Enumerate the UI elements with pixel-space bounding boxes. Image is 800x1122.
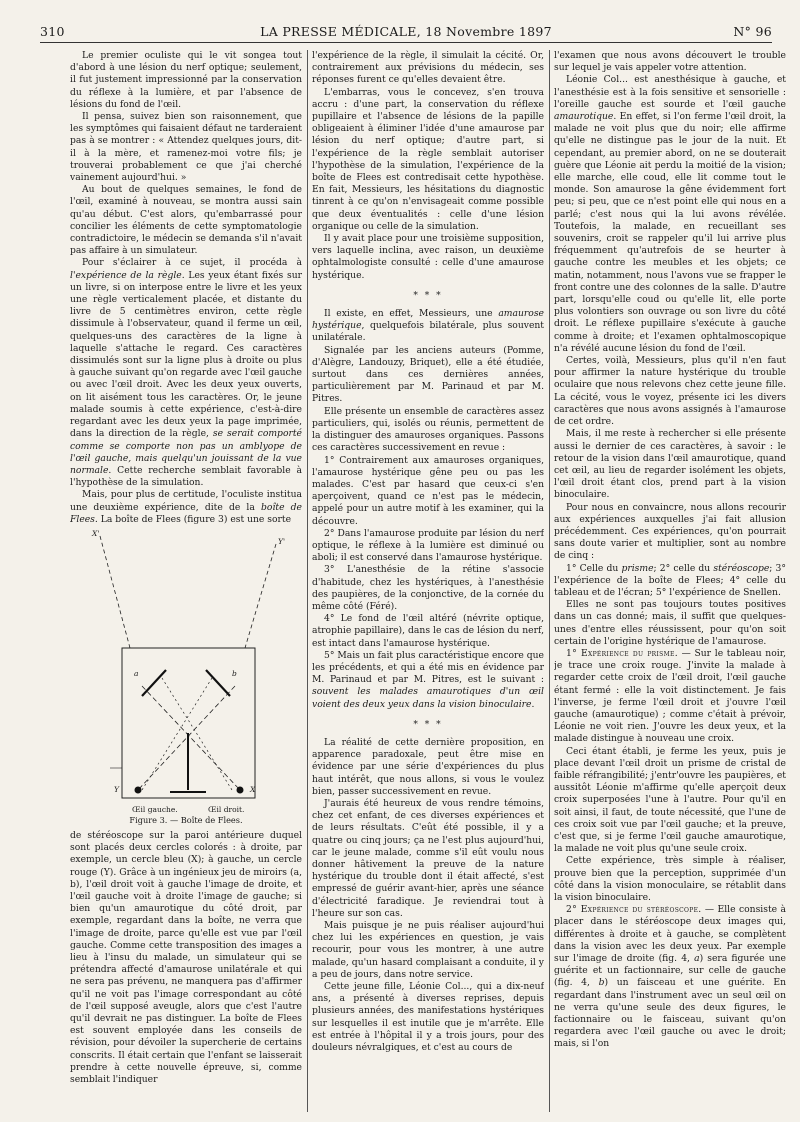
italic-run: l'expérience de la règle xyxy=(70,269,182,281)
text-run: Pour s'éclairer à ce sujet, il procéda à xyxy=(82,257,302,269)
paragraph: Il pensa, suivez bien son raisonnement, que les symptômes qui faisaient défaut ne tarderaient pas à se montrer : « Attendez quelques jours, dit-il à la mère, et ramenez-moi votre fils; je trouverai probablement ce que j'ai cherché vainement aujourd'hui. » xyxy=(70,111,302,184)
italic-run: stéréoscope xyxy=(713,562,770,574)
paragraph xyxy=(554,904,786,1050)
label-y: Y xyxy=(114,784,119,794)
paragraph: Pour nous en convaincre, nous allons recourir aux expériences auxquelles j'ai fait allusion précédemment. Ces expériences, qu'on pourrait sans doute varier et multiplier, sont au nombre de cinq : xyxy=(554,501,786,562)
label-mirror-a: a xyxy=(134,668,139,678)
text-run: — Elle consiste à placer dans le stéréoscope deux images qui, différentes à droite et à gauche, se complètent dans la vision avec les deux yeux. Par exemple sur l'image de droite (fig. 4, xyxy=(554,904,786,965)
figure-caption: Figure 3. — Boîte de Flees. xyxy=(129,814,243,825)
paragraph xyxy=(554,648,786,746)
paragraph: Mais puisque je ne puis réaliser aujourd'hui chez lui les expériences en question, je vais recourir, pour vous les montrer, à une autre malade, qu'un hasard complaisant a conduite, il y a peu de jours, dans notre service. xyxy=(312,920,544,980)
paragraph: de stéréoscope sur la paroi antérieure duquel sont placés deux cercles colorés : à droite, par exemple, un cercle bleu (X); à gauche, un cercle rouge (Y). Grâce à un ingénieux jeu de miroirs (a, b), l'œil droit voit à gauche l'image de droite, et l'œil gauche voit à droite l'image de gauche; si bien qu'un amaurotique du côté droit, par exemple, regardant dans la boîte, ne verra que l'image de droite, parce qu'elle est vue par l'œil gauche. Comme cette transposition des images a lieu à l'insu du malade, un simulateur qui se prétendra affecté d'amaurose unilatérale et qui ne sera pas prévenu, ne manquera pas d'affirmer qu'il ne voit pas l'image correspondant au côté de l'œil supposé aveugle, alors que c'est l'autre qu'il devrait ne pas distinguer. La boîte de Flees est souvent employée dans les conseils de révision, pour dévoiler la supercherie de certains conscrits. Il était certain que l'enfant se laisserait prendre à cette nouvelle épreuve, si, comme semblait l'indiquer xyxy=(70,829,302,1085)
paragraph xyxy=(70,257,302,489)
paragraph: Cette jeune fille, Léonie Col..., qui a dix-neuf ans, a présenté à diverses reprises, depuis plusieurs années, des manifestations hystériques sur lesquelles il est inutile que je m'arrête. Elle est entrée à l'hôpital il y a trois jours, pour des douleurs névralgiques, et c'est au cours de xyxy=(312,981,544,1054)
paragraph xyxy=(554,74,786,355)
text-run: ) un faisceau et une guérite. En regardant dans l'instrument avec un seul œil on ne verra qu'une seule des deux figures, le factionnaire ou le faisceau, suivant qu'on regardera avec l'œil gauche ou avec le droit; mais, si l'on xyxy=(554,977,786,1050)
text-run: ; 3° l'expérience de la boîte de Flees; 4° celle du tableau et de l'écran; 5° l'expérience de Snellen. xyxy=(554,562,786,598)
paragraph: 1° Contrairement aux amauroses organiques, l'amaurose hystérique gêne peu ou pas les malades. C'est par hasard que ceux-ci s'en aperçoivent, quand ce n'est pas le médecin, appelé pour un autre motif à les examiner, qui la découvre. xyxy=(312,454,544,527)
italic-run: souvent les malades amaurotiques d'un œil voient des deux yeux dans la vision binoculaire xyxy=(312,686,544,710)
paragraph: l'examen que nous avons découvert le trouble sur lequel je vais appeler votre attention. xyxy=(554,50,786,74)
text-run: . En effet, si l'on ferme l'œil droit, la malade ne voit plus que du noir; elle affirme qu'elle ne distingue pas le jour de la nuit. Et cependant, au premier abord, on ne se douterait guère que Léonie ait perdu la moitié de la vision; elle marche, elle coud, elle lit comme tout le monde. Son amaurose la gêne évidemment fort peu; si peu, que ce n'est point elle qui nous en a parlé; c'est nous qui la lui avons révélée. Toutefois, la malade, en recueillant ses souvenirs, croit se rappeler qu'il lui arrive plus fréquemment qu'autrefois de se heurter à gauche contre les meubles et les objets; ce matin, notamment, nous l'avons vue se frapper le front contre une des colonnes de la salle. D'autre part, lorsqu'elle coud ou qu'elle lit, elle porte plus volontiers son ouvrage ou son livre du côté droit. Le réflexe pupillaire s'exécute à gauche comme à droite; et l'examen ophtalmoscopique n'a révélé aucune lésion du fond de l'œil. xyxy=(554,111,786,354)
text-run: 5° Mais un fait plus caractéristique encore que les précédents, et qui a été mis en évidence par M. Parinaud et par M. Pitres, est le suivant : xyxy=(312,649,544,686)
column-3 xyxy=(554,50,786,1112)
section-separator: * * * xyxy=(413,719,443,730)
paragraph: J'aurais été heureux de vous rendre témoins, chez cet enfant, de ces diverses expériences et de leurs résultats. C'eût été possible, il y a quatre ou cinq jours; ça ne l'est plus aujourd'hui, car le jeune malade, comme s'il eût voulu nous donner hâtivement la preuve de la nature hystérique du trouble dont il était affecté, s'est empressé de guérir avant-hier, après une séance d'électricité faradique. Je reviendrai tout à l'heure sur son cas. xyxy=(312,797,544,919)
section-heading: 2° Expérience du stéréoscope. xyxy=(566,904,702,916)
italic-run: prisme xyxy=(621,562,654,574)
paragraph xyxy=(554,563,786,600)
issue-number: N° 96 xyxy=(733,24,772,39)
flees-box-outline xyxy=(70,528,302,828)
paragraph: Le premier oculiste qui le vit songea tout d'abord à une lésion du nerf optique; seulement, il fut justement impressionné par la conservation du réflexe à la lumière, et par l'absence de lésions du fond de l'œil. xyxy=(70,50,302,110)
paragraph: 3° L'anesthésie de la rétine s'associe d'habitude, chez les hystériques, à l'anesthésie des paupières, de la conjonctive, de la cornée du même côté (Féré). xyxy=(312,564,544,612)
label-mirror-b: b xyxy=(232,668,237,678)
text-run: 1° Celle du xyxy=(566,562,622,574)
paragraph: Au bout de quelques semaines, le fond de l'œil, examiné à nouveau, se montra aussi sain qu'au début. C'est alors, qu'embarrassé pour concilier les éléments de cette symptomatologie contradictoire, le médecin se demanda s'il n'avait pas affaire à un simulateur. xyxy=(70,184,302,257)
text-run: . La boîte de Flees (figure 3) est une sorte xyxy=(94,513,292,525)
text-run: Mais, pour plus de certitude, l'oculiste institua une deuxième expérience, dite de la xyxy=(70,489,302,513)
header-rule xyxy=(40,42,772,43)
text-run: ; 2° celle du xyxy=(653,562,714,574)
paragraph xyxy=(312,308,544,345)
italic-run: boîte de Flees xyxy=(70,501,302,525)
paragraph: La réalité de cette dernière proposition, en apparence paradoxale, peut être mise en évidence par une série d'expériences du plus haut intérêt, que nous allons, si vous le voulez bien, passer successivement en revue. xyxy=(312,736,544,797)
paragraph: 2° Dans l'amaurose produite par lésion du nerf optique, le réflexe à la lumière est diminué ou aboli; il est conservé dans l'amaurose hystérique. xyxy=(312,527,544,564)
paragraph: Signalée par les anciens auteurs (Pomme, d'Alègre, Landouzy, Briquet), elle a été étudiée, surtout dans ces dernières années, particulièrement par M. Parinaud et par M. Pitres. xyxy=(312,344,544,405)
text-run: . xyxy=(531,698,535,710)
text-run: ) sera figurée une guérite et un factionnaire, sur celle de gauche (fig. 4, xyxy=(554,953,786,989)
paragraph xyxy=(70,489,302,526)
paragraph: 4° Le fond de l'œil altéré (névrite optique, atrophie papillaire), dans le cas de lésion du nerf, est intact dans l'amaurose hystérique. xyxy=(312,613,544,649)
column-2 xyxy=(312,50,544,1112)
italic-run: amaurotique xyxy=(554,111,614,123)
column-1 xyxy=(70,50,302,1112)
paragraph: Cette expérience, très simple à réaliser, prouve bien que la perception, supprimée d'un côté dans la vision monoculaire, se rétablit dans la vision binoculaire. xyxy=(554,855,786,904)
column-separator-2 xyxy=(549,50,550,1112)
italic-run: amaurose hystérique xyxy=(312,308,544,332)
text-run: . Cette recherche semblait favorable à l'hypothèse de la simulation. xyxy=(70,464,302,489)
text-run: . Les yeux étant fixés sur un livre, si on interpose entre le livre et les yeux une règle verticalement placée, et distante du livre de 5 centimètres environ, cette règle dissimule à l'observateur, quand il ferme un œil, quelques-uns des caractères de la ligne à laquelle s'attache le regard. Ces caractères dissimulés sont sur la ligne plus à droite ou plus à gauche suivant qu'on regarde avec l'œil gauche ou avec l'œil droit. Avec les deux yeux ouverts, on lit aisément tous les caractères. Or, le jeune malade soumis à cette expérience, c'est-à-dire regardant avec les deux yeux la page imprimée, dans la direction de la règle, xyxy=(70,269,302,440)
label-left-eye: Œil gauche. xyxy=(132,804,178,814)
text-run: Il existe, en effet, Messieurs, une xyxy=(324,308,499,320)
text-run: Léonie Col... est anesthésique à gauche, et l'anesthésie est à la fois sensitive et sensorielle : l'oreille gauche est sourde et l'œil gauche xyxy=(554,74,786,110)
figure-flees-box xyxy=(70,528,302,828)
paragraph: l'expérience de la règle, il simulait la cécité. Or, contrairement aux prévisions du médecin, ses réponses furent ce qu'elles devaient être. xyxy=(312,50,544,86)
italic-run: se serait comporté comme se comporte non pas un amblyope de l'œil gauche, mais quelqu'un jouissant de la vue normale xyxy=(70,428,302,476)
paragraph: L'embarras, vous le concevez, s'en trouva accru : d'une part, la conservation du réflexe pupillaire et l'absence de lésions de la papille obligeaient à éliminer l'idée d'une amaurose par lésion du nerf optique; d'autre part, si l'expérience de la règle semblait autoriser l'hypothèse de la simulation, l'expérience de la boîte de Flees est contredisait cette hypothèse. En fait, Messieurs, les hésitations du diagnostic tinrent à ce qu'on n'envisageait comme possible que deux éventualités : celle d'une lésion organique ou celle de la simulation. xyxy=(312,86,544,232)
page-header xyxy=(40,24,772,44)
paragraph: Elles ne sont pas toujours toutes positives dans un cas donné; mais, il suffit que quelques-unes d'entre elles réussissent, pour qu'on soit certain de l'origine hystérique de l'amaurose. xyxy=(554,599,786,647)
journal-title: LA PRESSE MÉDICALE, 18 Novembre 1897 xyxy=(260,24,552,39)
label-y-prime: Y' xyxy=(278,536,286,546)
section-heading: 1° Expérience du prisme. xyxy=(566,647,678,659)
paragraph: Ceci étant établi, je ferme les yeux, puis je place devant l'œil droit un prisme de cristal de faible réfrangibilité; j'entr'ouvre les paupières, et aussitôt Léonie m'affirme qu'elle aperçoit deux croix superposées l'une à l'autre. Pour qu'il en soit ainsi, il faut, de toute nécessité, que l'une de ces croix soit vue par l'œil gauche; et la preuve, c'est que, si je ferme l'œil gauche amaurotique, la malade ne voit plus qu'une seule croix. xyxy=(554,745,786,855)
paragraph: Mais, il me reste à rechercher si elle présente aussi le dernier de ces caractères, à savoir : le retour de la vision dans l'œil amaurotique, quand cet œil, au lieu de regarder isolément les objets, l'œil droit étant clos, prend part à la vision binoculaire. xyxy=(554,428,786,501)
italic-run: a xyxy=(694,953,700,965)
paragraph xyxy=(312,650,544,711)
column-separator-1 xyxy=(307,50,308,1112)
paragraph: Elle présente un ensemble de caractères assez particuliers, qui, isolés ou réunis, permettent de la distinguer des amauroses organiques. Passons ces caractères successivement en revue : xyxy=(312,405,544,454)
section-separator: * * * xyxy=(413,290,443,301)
page-number: 310 xyxy=(40,24,65,39)
text-run: , quelquefois bilatérale, plus souvent unilatérale. xyxy=(312,320,544,344)
paragraph: Certes, voilà, Messieurs, plus qu'il n'en faut pour affirmer la nature hystérique du trouble oculaire que nous relevons chez cette jeune fille. La cécité, vous le voyez, présente ici les divers caractères que nous avons assignés à l'amaurose de cet ordre. xyxy=(554,355,786,428)
label-x-prime: X' xyxy=(92,528,100,538)
italic-run: b xyxy=(598,977,605,989)
text-run: — Sur le tableau noir, je trace une croix rouge. J'invite la malade à regarder cette croix de l'œil droit, l'œil gauche étant fermé : elle la voit distinctement. Je fais l'inverse, je ferme l'œil droit et j'ouvre l'œil gauche (amaurotique) ; comme c'était à prévoir, Léonie ne voit rien. J'ouvre les deux yeux, et la malade distingue à nouveau une croix. xyxy=(554,647,786,745)
label-x: X xyxy=(250,784,256,794)
paragraph: Il y avait place pour une troisième supposition, vers laquelle inclina, avec raison, un deuxième ophtalmologiste consulté : celle d'une amaurose hystérique. xyxy=(312,233,544,281)
label-right-eye: Œil droit. xyxy=(208,804,245,814)
